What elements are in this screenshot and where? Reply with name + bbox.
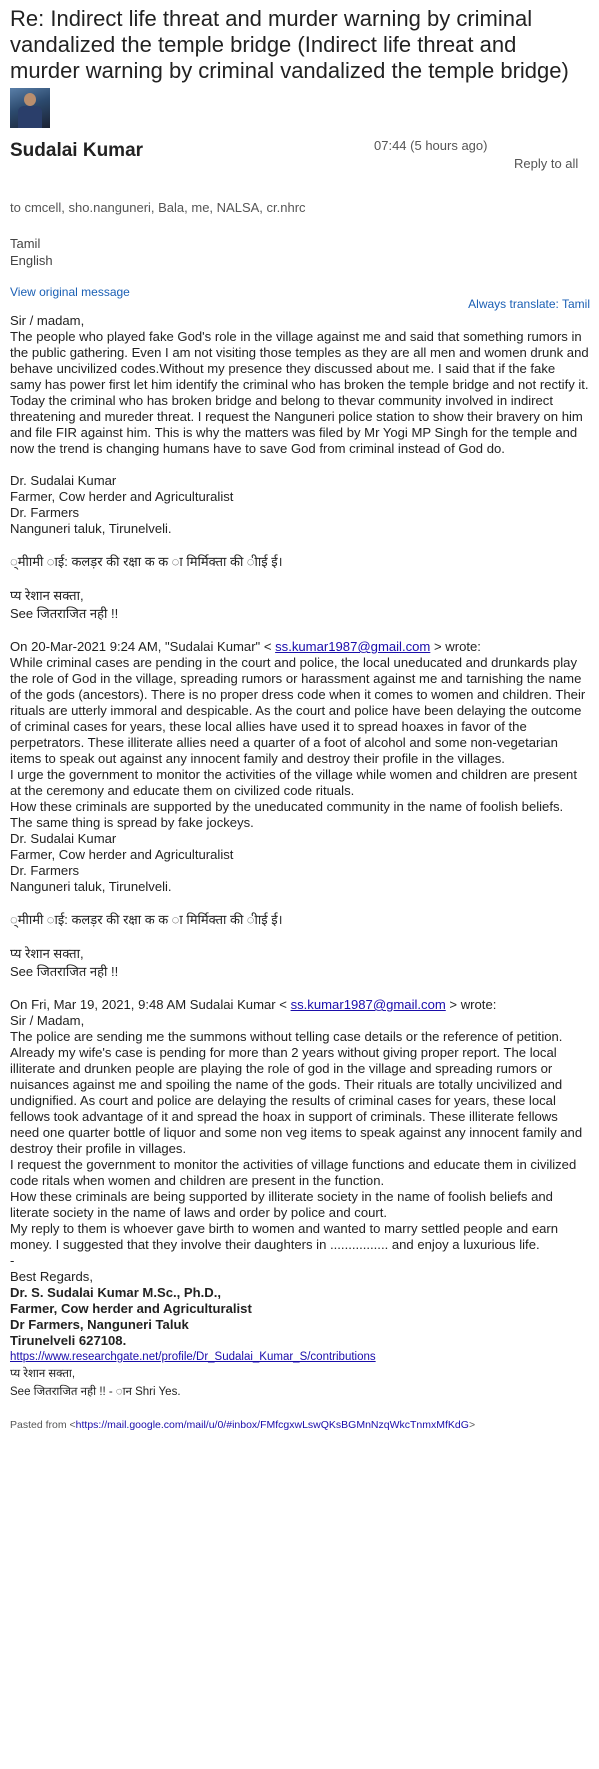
language-option-english[interactable]: English — [10, 253, 53, 268]
hindi-line: See जितराजित नही !! — [10, 606, 119, 621]
signature-line: Tirunelveli 627108. — [10, 1333, 127, 1348]
hindi-line: प्य रेशान सक्ता, — [10, 588, 84, 603]
body-paragraph: How these criminals are supported by the uneducated community in the name of foolish beliefs. — [10, 799, 564, 814]
message-time: 07:44 (5 hours ago) — [374, 138, 488, 153]
hindi-line: ्मीामी ाई: कलड़र की रक्षा क क ा मिर्मिक्ता की ीाई ई। — [10, 912, 283, 927]
hindi-line: See जितराजित नही !! - ान Shri Yes. — [10, 1386, 181, 1398]
sender-name[interactable]: Sudalai Kumar — [10, 140, 144, 161]
quote-header-text: On Fri, Mar 19, 2021, 9:48 AM Sudalai Kumar < — [10, 997, 291, 1012]
reply-all-button[interactable]: Reply to all — [514, 156, 579, 171]
email-link[interactable]: ss.kumar1987@gmail.com — [275, 639, 431, 654]
hindi-line: See जितराजित नही !! — [10, 964, 119, 979]
email-link[interactable]: ss.kumar1987@gmail.com — [290, 997, 446, 1012]
signature-line: Dr. Sudalai Kumar — [10, 831, 117, 846]
greeting: Sir / Madam, — [10, 1013, 85, 1028]
body-paragraph: The same thing is spread by fake jockeys. — [10, 815, 254, 830]
body-paragraph: The police are sending me the summons without telling case details or the reference of petition. Already my wife's case is pending for more than 2 years without giving proper report. The local illiterate and drunken people are playing the role of god in the village and spreading rumors or nuisances against me and spoiling the name of the gods. Their rituals are totally uncivilized and undignified. As court and police are delaying the results of criminal cases for years, these local fellows took advantage of it and spread the hoax in support of criminals. These illiterate fellows need one quarter bottle of liquor and some non veg items to speak against any innocent family and destroy their profile in villages. — [10, 1029, 583, 1156]
researchgate-link[interactable]: https://www.researchgate.net/profile/Dr_Sudalai_Kumar_S/contributions — [10, 1351, 376, 1363]
message-body — [10, 313, 590, 1433]
language-option-tamil[interactable]: Tamil — [10, 236, 41, 251]
body-paragraph: The people who played fake God's role in the village against me and said that something rumors in the public gathering. Even I am not visiting those temples as they are all men and women drunk and behave uncivilized codes.Without my presence they discussed about me. I said that if the fake samy has power first let him identify the criminal who has broken the temple bridge and not rectify it. — [10, 329, 589, 392]
message-header — [10, 132, 590, 198]
body-paragraph: While criminal cases are pending in the court and police, the local uneducated and drunkards play the role of God in the village, spreading rumors or harassment against me and tarnishing the name of the gods (ancestors). There is no proper dress code when it comes to women and children. Their rituals are utterly immoral and despicable. As the court and police have been delaying the outcome of criminal cases for years, these local allies have used it to spread hoaxes in favor of the perpetrators. These illiterate allies need a quarter of a foot of alcohol and some non-vegetarian items to speak out against any innocent family and destroy their profile in the villages. — [10, 655, 586, 766]
quote-header-text: > wrote: — [445, 997, 497, 1012]
email-subject: Re: Indirect life threat and murder warning by criminal vandalized the temple bridge (Indirect life threat and murder warning by criminal vandalized the temple bridge) — [10, 6, 569, 83]
signature-line: Farmer, Cow herder and Agriculturalist — [10, 1301, 252, 1316]
signature-line: Dr. S. Sudalai Kumar M.Sc., Ph.D., — [10, 1285, 222, 1300]
signature-line: Dr. Farmers — [10, 863, 80, 878]
always-translate-link[interactable]: Always translate: Tamil — [468, 297, 590, 311]
quote-header-text: On 20-Mar-2021 9:24 AM, "Sudalai Kumar" < — [10, 639, 276, 654]
avatar-body — [18, 106, 42, 128]
signature-line: Dr Farmers, Nanguneri Taluk — [10, 1317, 189, 1332]
signature-line: Dr. Sudalai Kumar — [10, 473, 117, 488]
signature-line: Nanguneri taluk, Tirunelveli. — [10, 521, 172, 536]
view-original-link[interactable]: View original message — [10, 285, 130, 299]
body-paragraph: My reply to them is whoever gave birth to women and wanted to marry settled people and earn money. I suggested that they involve their daughters in ................ and enjoy a luxurious life. — [10, 1221, 559, 1252]
greeting: Sir / madam, — [10, 313, 85, 328]
avatar-head — [24, 93, 36, 106]
recipients-line[interactable]: to cmcell, sho.nanguneri, Bala, me, NALSA, cr.nhrc — [10, 200, 306, 215]
signature-line: Dr. Farmers — [10, 505, 80, 520]
dash: - — [10, 1253, 15, 1268]
quote-header — [10, 997, 590, 1013]
body-paragraph: I urge the government to monitor the activities of the village while women and children are present at the ceremony and educate them on civilized code rituals. — [10, 767, 577, 798]
email-view — [10, 6, 590, 1433]
hindi-line: प्य रेशान सक्ता, — [10, 946, 84, 961]
quote-header — [10, 639, 590, 655]
signature-line: Nanguneri taluk, Tirunelveli. — [10, 879, 172, 894]
language-list — [10, 235, 590, 269]
pasted-url-link[interactable]: https://mail.google.com/mail/u/0/#inbox/FMfcgxwLswQKsBGMnNzqWkcTnmxMfKdG — [75, 1419, 469, 1431]
signature-line: Farmer, Cow herder and Agriculturalist — [10, 489, 234, 504]
pasted-from-line — [10, 1417, 590, 1433]
body-paragraph: Today the criminal who has broken bridge and belong to thevar community involved in indirect threatening and mureder threat. I request the Nanguneri police station to show their bravery on him and file FIR against him. This is why the matters was filed by Mr Yogi MP Singh for the temple and now the trend is changing humans have to save God from criminal instead of God do. — [10, 393, 583, 456]
hindi-line: ्मीामी ाई: कलड़र की रक्षा क क ा मिर्मिक्ता की ीाई ई। — [10, 554, 283, 569]
body-paragraph: How these criminals are being supported by illiterate society in the name of foolish beliefs and literate society in the name of laws and order by police and court. — [10, 1189, 553, 1220]
pasted-prefix: Pasted from < — [10, 1419, 76, 1431]
hindi-line: प्य रेशान सक्ता, — [10, 1368, 76, 1380]
quote-header-text: > wrote: — [430, 639, 481, 654]
body-paragraph: I request the government to monitor the activities of village functions and educate them in civilized code ritals when women and children are present in the function. — [10, 1157, 577, 1188]
regards: Best Regards, — [10, 1269, 93, 1284]
signature-line: Farmer, Cow herder and Agriculturalist — [10, 847, 234, 862]
pasted-suffix: > — [468, 1419, 476, 1431]
avatar[interactable] — [10, 88, 50, 128]
